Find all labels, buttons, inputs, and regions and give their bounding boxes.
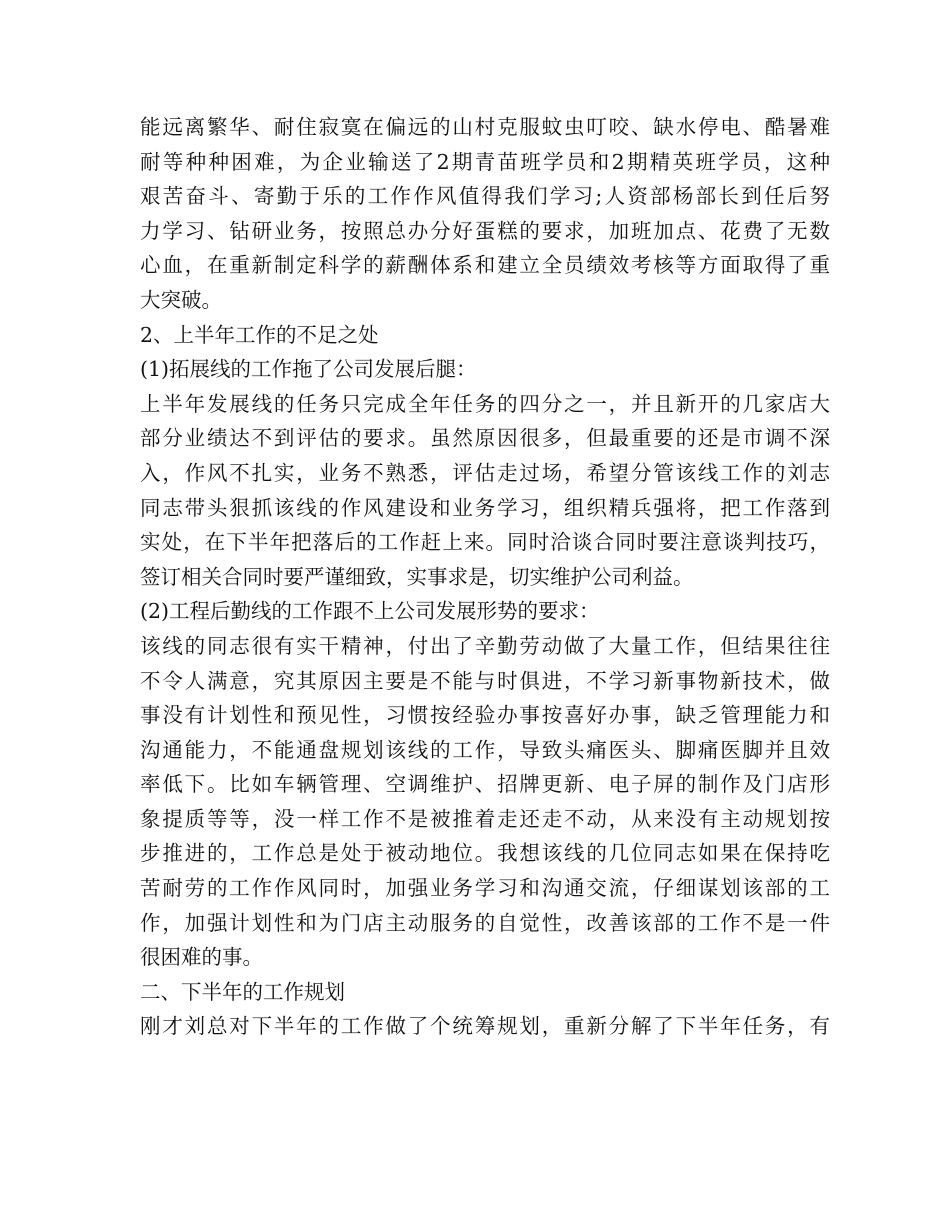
paragraph-line: 率低下。比如车辆管理、空调维护、招牌更新、电子屏的制作及门店形: [140, 772, 830, 797]
paragraph-line: 签订相关合同时要严谨细致，实事求是，切实维护公司利益。: [140, 564, 694, 589]
paragraph-line: 耐等种种困难，为企业输送了2期青苗班学员和2期精英班学员，这种: [140, 149, 830, 174]
paragraph-line: 该线的同志很有实干精神，付出了辛勤劳动做了大量工作，但结果往往: [140, 633, 830, 658]
document-page: [140, 110, 830, 1044]
paragraph-line: 上半年发展线的任务只完成全年任务的四分之一，并且新开的几家店大: [140, 391, 830, 416]
paragraph-line: 入，作风不扎实，业务不熟悉，评估走过场，希望分管该线工作的刘志: [140, 460, 830, 485]
paragraph-line: 步推进的，工作总是处于被动地位。我想该线的几位同志如果在保持吃: [140, 841, 830, 866]
subsection-heading: (2)工程后勤线的工作跟不上公司发展形势的要求：: [140, 599, 600, 624]
section-heading: 二、下半年的工作规划: [140, 979, 345, 1004]
paragraph-line: 艰苦奋斗、寄勤于乐的工作作风值得我们学习;人资部杨部长到任后努: [140, 184, 830, 209]
paragraph-line: 作，加强计划性和为门店主动服务的自觉性，改善该部的工作不是一件: [140, 910, 830, 935]
paragraph-line: 力学习、钻研业务，按照总办分好蛋糕的要求，加班加点、花费了无数: [140, 218, 830, 243]
paragraph-line: 同志带头狠抓该线的作风建设和业务学习，组织精兵强将，把工作落到: [140, 495, 830, 520]
section-heading: 2、上半年工作的不足之处: [140, 322, 379, 347]
paragraph-line: 能远离繁华、耐住寂寞在偏远的山村克服蚊虫叮咬、缺水停电、酷暑难: [140, 115, 830, 139]
paragraph-line: 不令人满意，究其原因主要是不能与时俱进，不学习新事物新技术，做: [140, 668, 830, 693]
paragraph-line: 很困难的事。: [140, 945, 263, 970]
subsection-heading: (1)拓展线的工作拖了公司发展后腿：: [140, 357, 477, 382]
paragraph-line: 沟通能力，不能通盘规划该线的工作，导致头痛医头、脚痛医脚并且效: [140, 737, 830, 762]
paragraph-line: 实处，在下半年把落后的工作赶上来。同时洽谈合同时要注意谈判技巧，: [140, 530, 830, 555]
paragraph-line: 事没有计划性和预见性，习惯按经验办事按喜好办事，缺乏管理能力和: [140, 703, 830, 728]
paragraph-line: 部分业绩达不到评估的要求。虽然原因很多，但最重要的还是市调不深: [140, 426, 830, 451]
paragraph-line: 大突破。: [140, 287, 222, 312]
paragraph-line: 象提质等等，没一样工作不是被推着走还走不动，从来没有主动规划按: [140, 806, 830, 831]
paragraph-line: 刚才刘总对下半年的工作做了个统筹规划，重新分解了下半年任务，有: [140, 1014, 830, 1039]
paragraph-line: 心血，在重新制定科学的薪酬体系和建立全员绩效考核等方面取得了重: [140, 253, 830, 278]
paragraph-line: 苦耐劳的工作作风同时，加强业务学习和沟通交流，仔细谋划该部的工: [140, 876, 830, 901]
